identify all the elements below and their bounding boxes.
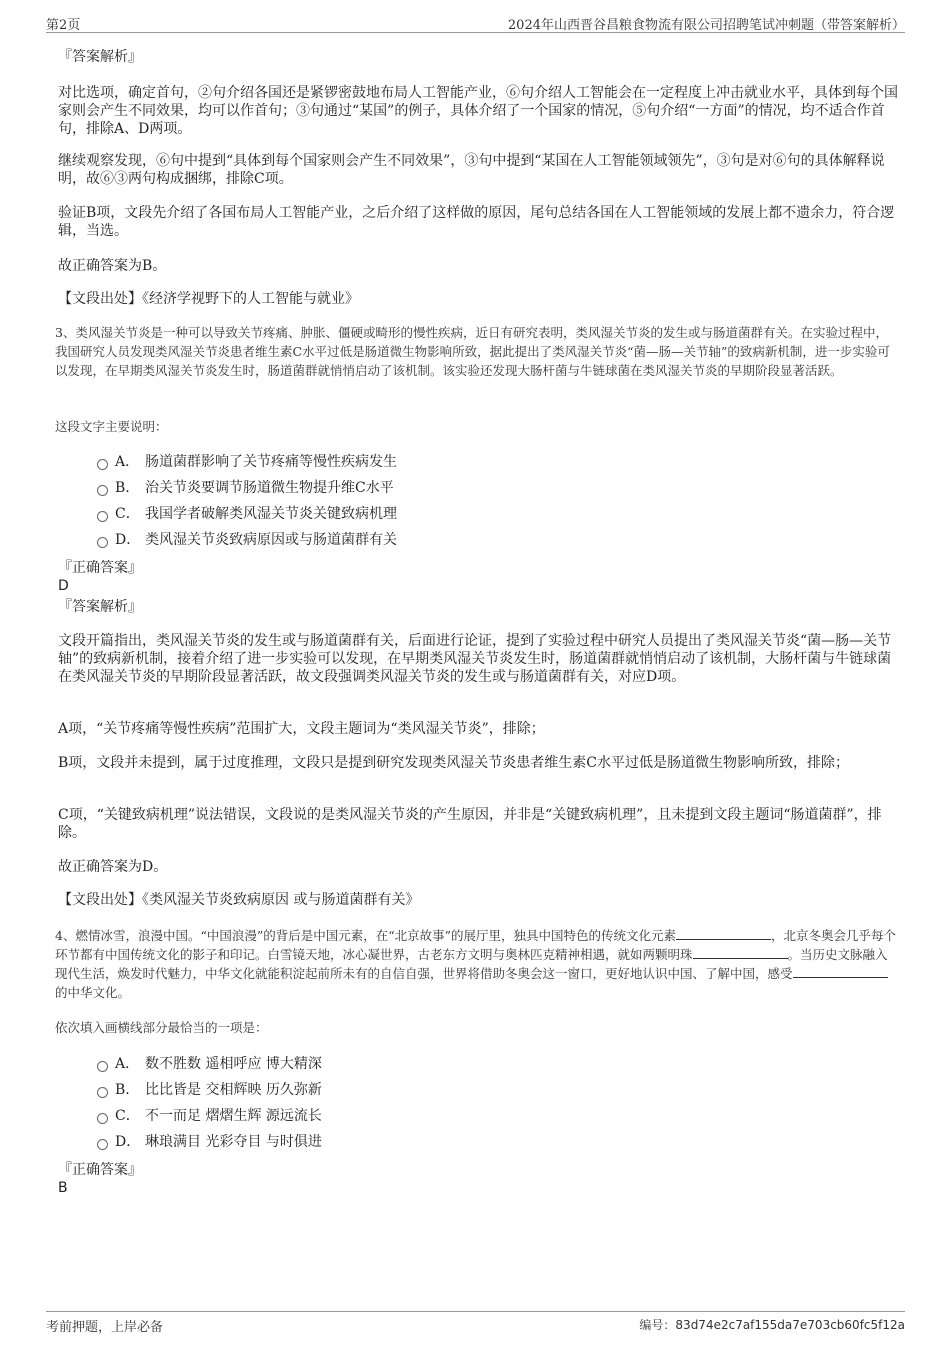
page-header [46, 12, 905, 33]
q2-conclusion: 故正确答案为B。 [58, 258, 167, 274]
q3-option-d[interactable]: D． 类风湿关节炎致病原因或与肠道菌群有关 [97, 530, 697, 556]
q3-option-a[interactable]: A． 肠道菌群影响了关节疼痛等慢性疾病发生 [97, 452, 697, 478]
q4-option-c[interactable]: C． 不一而足 熠熠生辉 源远流长 [97, 1106, 697, 1132]
q3-question: 这段文字主要说明： [55, 419, 168, 434]
q3-options [97, 452, 697, 556]
q3-analysis-para: A项，“关节疼痛等慢性疾病”范围扩大，文段主题词为“类风湿关节炎”，排除； [58, 721, 545, 737]
q4-option-b[interactable]: B. 比比皆是 交相辉映 历久弥新 [97, 1080, 697, 1106]
radio-button[interactable] [97, 511, 108, 522]
q4-question: 依次填入画横线部分最恰当的一项是： [55, 1020, 268, 1035]
document-code: 编号：83d74e2c7af155da7e703cb60fc5f12a [639, 1318, 905, 1332]
q3-analysis-label: 『答案解析』 [58, 599, 142, 615]
radio-button[interactable] [97, 1087, 108, 1098]
q2-analysis-para: 验证B项，文段先介绍了各国布局人工智能产业，之后介绍了这样做的原因，尾句总结各国在人工智能领域的发展上都不遗余力，符合逻辑，当选。 [58, 205, 895, 239]
footer-slogan: 考前押题，上岸必备 [46, 1320, 164, 1335]
q3-correct-answer: D [58, 578, 69, 594]
q2-analysis-para: 继续观察发现，⑥句中提到“具体到每个国家则会产生不同效果”，③句中提到“某国在人工智能领域领先”，③句是对⑥句的具体解释说明，故⑥③两句构成捆绑，排除C项。 [58, 153, 885, 187]
radio-button[interactable] [97, 459, 108, 470]
q4-options [97, 1054, 697, 1158]
q2-analysis-para: 对比选项，确定首句，②句介绍各国还是紧锣密鼓地布局人工智能产业，⑥句介绍人工智能会在一定程度上冲击就业水平，具体到每个国家则会产生不同效果，均可以作首句；③句通过“某国”的例子，具体介绍了一个国家的情况，⑤句介绍“一方面”的情况，均不适合作首句，排除A、D两项。 [58, 85, 898, 137]
radio-button[interactable] [97, 485, 108, 496]
q4-option-a[interactable]: A． 数不胜数 遥相呼应 博大精深 [97, 1054, 697, 1080]
q3-conclusion: 故正确答案为D。 [58, 859, 168, 875]
q4-correct-label: 『正确答案』 [58, 1162, 142, 1178]
page-number: 第2页 [46, 18, 81, 33]
radio-button[interactable] [97, 1061, 108, 1072]
fill-blank[interactable] [793, 964, 888, 978]
fill-blank[interactable] [693, 945, 788, 959]
radio-button[interactable] [97, 537, 108, 548]
q3-stem: 3、类风湿关节炎是一种可以导致关节疼痛、肿胀、僵硬或畸形的慢性疾病，近日有研究表明，类风湿关节炎的发生或与肠道菌群有关。在实验过程中，我国研究人员发现类风湿关节炎患者维生素C水平过低是肠道微生物影响所致，据此提出了类风湿关节炎“菌—肠—关节轴”的致病新机制，进一步实验可以发现，在早期类风湿关节炎发生时，肠道菌群就悄悄启动了该机制。该实验还发现大肠杆菌与牛链球菌在类风湿关节炎的早期阶段显著活跃。 [55, 325, 890, 378]
q4-option-d[interactable]: D． 琳琅满目 光彩夺目 与时俱进 [97, 1132, 697, 1158]
radio-button[interactable] [97, 1113, 108, 1124]
q3-analysis-para: C项，“关键致病机理”说法错误，文段说的是类风湿关节炎的产生原因，并非是“关键致病机理”，且未提到文段主题词“肠道菌群”，排除。 [58, 807, 882, 841]
page-footer [46, 1311, 905, 1336]
q3-option-b[interactable]: B. 治关节炎要调节肠道微生物提升维C水平 [97, 478, 697, 504]
q4-stem: 4、燃情冰雪，浪漫中国。“中国浪漫”的背后是中国元素，在“北京故事”的展厅里，独具中国特色的传统文化元素 ，北京冬奥会几乎每个环节都有中国传统文化的影子和印记。白雪镜天地，冰心凝世界，古老东方文明与奥林匹克精神相遇，就如两颗明珠 。当历史文脉融入现代生活，焕发时代魅力，中华文化就能积淀起前所未有的自信自强，世界将借助冬奥会这一窗口，更好地认识中国、了解中国，感受的中华文化。 [55, 928, 897, 1000]
q3-analysis-para: B项，文段并未提到，属于过度推理，文段只是提到研究发现类风湿关节炎患者维生素C水平过低是肠道微生物影响所致，排除； [58, 755, 849, 771]
q3-analysis-para: 文段开篇指出，类风湿关节炎的发生或与肠道菌群有关，后面进行论证，提到了实验过程中研究人员提出了类风湿关节炎“菌—肠—关节轴”的致病新机制，接着介绍了进一步实验可以发现，在早期类风湿关节炎发生时，肠道菌群就悄悄启动了该机制，大肠杆菌与牛链球菌在类风湿关节炎的早期阶段显著活跃，故文段强调类风湿关节炎的发生或与肠道菌群有关，对应D项。 [58, 633, 892, 685]
radio-button[interactable] [97, 1139, 108, 1150]
document-title: 2024年山西晋谷昌粮食物流有限公司招聘笔试冲刺题（带答案解析） [507, 18, 905, 33]
q3-source: 【文段出处】《类风湿关节炎致病原因 或与肠道菌群有关》 [58, 892, 420, 908]
fill-blank[interactable] [676, 926, 771, 940]
q2-source: 【文段出处】《经济学视野下的人工智能与就业》 [58, 291, 359, 307]
q3-option-c[interactable]: C． 我国学者破解类风湿关节炎关键致病机理 [97, 504, 697, 530]
q4-correct-answer: B [58, 1180, 68, 1196]
q3-correct-label: 『正确答案』 [58, 560, 142, 576]
q2-analysis-label: 『答案解析』 [58, 49, 142, 65]
